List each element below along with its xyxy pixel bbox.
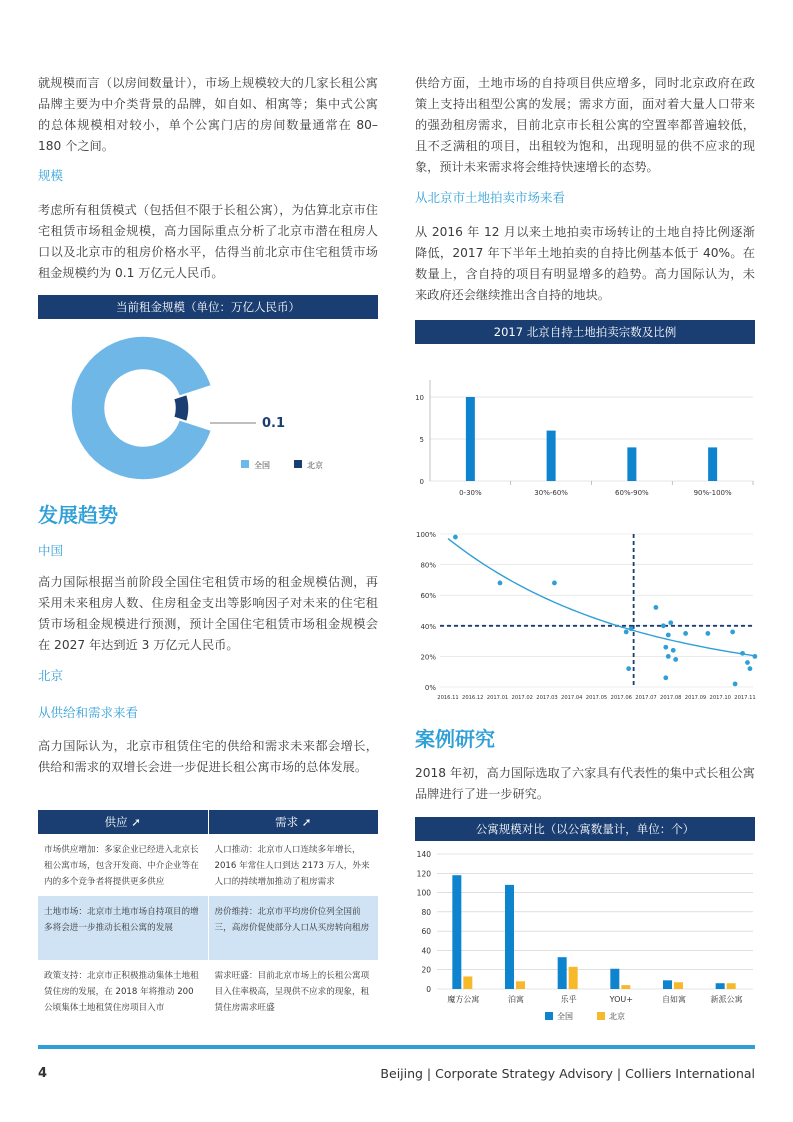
land-auction-bar-chart <box>415 345 755 500</box>
x-tick-label: 乐乎 <box>560 995 577 1004</box>
scatter-point <box>626 666 631 671</box>
supply-paragraph: 供给方面，土地市场的自持项目供应增多，同时北京政府在政策上支持出租型公寓的发展；需求方面，面对着大量人口带来的强劲租房需求，目前北京市长租公寓的空置率都普遍较低，且不乏满租的项目，出租较为饱和，出现明显的供不应求的现象，预计未来需求将会维持快速增长的态势。 <box>415 76 755 174</box>
case-paragraph: 2018 年初，高力国际选取了六家具有代表性的集中式长租公寓品牌进行了进一步研究。 <box>415 766 755 801</box>
land-paragraph: 从 2016 年 12 月以来土地拍卖市场转让的土地自持比例逐渐降低，2017 年下半年土地拍卖的自持比例基本低于 40%。在数量上，含自持的项目有明显增多的趋势。高力国际认为，未来政府还会继续推出含自持的地块。 <box>415 225 755 302</box>
y-tick-label: 0% <box>424 684 436 692</box>
table-row <box>38 960 378 1024</box>
scatter-point <box>671 648 676 653</box>
bar <box>466 397 475 481</box>
bar-national <box>558 957 567 989</box>
y-tick-label: 60% <box>420 592 436 601</box>
scatter-point <box>661 623 666 628</box>
table-cell-demand: 需求旺盛：目前北京市场上的长租公寓项目入住率极高，呈现供不应求的现象，租赁住房需求旺盛 <box>208 960 379 1024</box>
table-header-demand: 需求 ➚ <box>208 810 379 834</box>
bar-beijing <box>674 982 683 989</box>
apartment-scale-bar-chart <box>415 842 760 1027</box>
x-tick-label: 2017.09 <box>684 695 707 701</box>
legend-label: 全国 <box>557 1012 573 1021</box>
trend-heading: 发展趋势 <box>38 503 118 527</box>
x-tick-label: 2017.07 <box>635 695 657 701</box>
scatter-point <box>666 633 671 638</box>
scatter-point <box>552 581 557 586</box>
table-cell-supply: 土地市场：北京市土地市场自持项目的增多将会进一步推动长租公寓的发展 <box>44 907 199 933</box>
pie-slice-beijing <box>174 394 189 421</box>
legend-label: 北京 <box>609 1012 625 1021</box>
rent-scale-pie-chart <box>38 320 378 485</box>
case-heading: 案例研究 <box>415 727 495 751</box>
y-tick-label: 0 <box>419 478 424 486</box>
scatter-point <box>673 657 678 662</box>
x-tick-label: 2017.08 <box>660 695 682 701</box>
y-tick-label: 100 <box>416 888 431 898</box>
bar-national <box>663 980 672 989</box>
scatter-point <box>663 645 668 650</box>
scatter-point <box>753 654 758 659</box>
x-tick-label: 90%-100% <box>693 489 732 497</box>
y-tick-label: 120 <box>416 869 431 879</box>
y-tick-label: 20 <box>421 965 431 975</box>
scatter-point <box>624 630 629 635</box>
scale-heading: 规模 <box>38 168 64 183</box>
scatter-point <box>668 620 673 625</box>
land-heading: 从北京市土地拍卖市场来看 <box>415 190 566 205</box>
bar-national <box>610 969 619 989</box>
scatter-point <box>730 630 735 635</box>
pie-value-label: 0.1 <box>262 416 286 431</box>
land-chart-title: 2017 北京自持土地拍卖宗数及比例 <box>415 320 755 344</box>
table-cell-supply: 政策支持：北京市正积极推动集体土地租赁住房的发展，在 2018 年将推动 200 公顷集体土地租赁住房项目入市 <box>44 971 199 1013</box>
x-tick-label: 2017.02 <box>511 695 533 701</box>
y-tick-label: 80 <box>421 907 431 917</box>
beijing-heading: 北京 <box>38 668 64 683</box>
table-cell-demand: 房价维持：北京市平均房价位列全国前三，高房价促使部分人口从买房转向租房 <box>208 896 379 960</box>
legend-label-beijing: 北京 <box>307 461 323 470</box>
x-tick-label: 0-30% <box>459 489 482 497</box>
supply-demand-table <box>38 810 378 1024</box>
page-number: 4 <box>38 1066 48 1081</box>
arrow-up-icon: ➚ <box>301 815 312 829</box>
bar-national <box>505 885 514 989</box>
footer-rule <box>38 1045 755 1049</box>
x-tick-label: 魔方公寓 <box>447 995 480 1004</box>
y-tick-label: 5 <box>419 436 424 444</box>
china-heading: 中国 <box>38 543 64 558</box>
legend-swatch <box>545 1012 553 1020</box>
x-tick-label: YOU+ <box>609 995 633 1004</box>
bar-beijing <box>516 981 525 989</box>
legend-swatch-national <box>241 460 249 468</box>
x-tick-label: 新派公寓 <box>710 995 743 1004</box>
x-tick-label: 自如寓 <box>662 995 686 1004</box>
bar <box>708 447 717 481</box>
scatter-point <box>666 654 671 659</box>
supply-demand-paragraph: 高力国际认为，北京市租赁住宅的供给和需求未来都会增长，供给和需求的双增长会进一步促进长租公寓市场的总体发展。 <box>38 739 378 774</box>
scatter-point <box>705 631 710 636</box>
apartment-chart-title: 公寓规模对比（以公寓数量计，单位：个） <box>415 817 755 841</box>
scatter-point <box>683 631 688 636</box>
scatter-point <box>733 682 738 687</box>
x-tick-label: 2017.10 <box>709 695 731 701</box>
pie-slice-national <box>71 336 211 480</box>
intro-paragraph: 就规模而言（以房间数量计），市场上规模较大的几家长租公寓品牌主要为中介类背景的品牌，如自如、相寓等；集中式公寓的总体规模相对较小，单个公寓门店的房间数量通常在 80–180 个之间。 <box>38 76 378 153</box>
scatter-point <box>740 651 745 656</box>
bar-beijing <box>621 985 630 989</box>
bar-national <box>452 875 461 989</box>
bar-national <box>716 983 725 989</box>
legend-swatch <box>597 1012 605 1020</box>
retention-ratio-scatter-chart <box>415 522 760 707</box>
table-header-supply: 供应 ➚ <box>38 810 208 834</box>
scatter-point <box>498 581 503 586</box>
y-tick-label: 20% <box>420 653 436 662</box>
x-tick-label: 2017.05 <box>585 695 608 701</box>
y-tick-label: 140 <box>416 850 431 859</box>
y-tick-label: 10 <box>415 394 424 402</box>
x-tick-label: 30%-60% <box>534 489 568 497</box>
legend-swatch-beijing <box>294 460 302 468</box>
china-paragraph: 高力国际根据当前阶段全国住宅租赁市场的租金规模估测，再采用未来租房人数、住房租金支出等影响因子对未来的住宅租赁市场租金规模进行预测，预计全国住宅租赁市场租金规模会在 2027 年达到近 3 万亿元人民币。 <box>38 575 378 652</box>
scatter-point <box>629 626 634 631</box>
trend-line <box>448 539 755 656</box>
y-tick-label: 0 <box>426 985 431 994</box>
bar <box>547 431 556 481</box>
supply-demand-heading: 从供给和需求来看 <box>38 705 139 720</box>
y-tick-label: 100% <box>415 531 436 539</box>
scatter-point <box>654 605 659 610</box>
bar-beijing <box>463 976 472 989</box>
x-tick-label: 2016.12 <box>462 695 484 701</box>
table-row <box>38 834 378 896</box>
table-row <box>38 896 378 960</box>
y-tick-label: 40% <box>420 622 436 631</box>
table-cell-supply: 市场供应增加：多家企业已经进入北京长租公寓市场，包含开发商、中介企业等在内的多个竞争者将提供更多供应 <box>44 845 199 887</box>
x-tick-label: 2017.04 <box>561 695 583 701</box>
scatter-point <box>453 535 458 540</box>
x-tick-label: 2017.11 <box>734 695 756 701</box>
scatter-point <box>748 666 753 671</box>
scatter-point <box>663 675 668 680</box>
footer-text: Beijing | Corporate Strategy Advisory | Colliers International <box>380 1066 755 1081</box>
scale-paragraph: 考虑所有租赁模式（包括但不限于长租公寓），为估算北京市住宅租赁市场租金规模，高力国际重点分析了北京市潜在租房人口以及北京市的租房价格水平，估得当前北京市住宅租赁市场租金规模约为 0.1 万亿元人民币。 <box>38 203 378 280</box>
y-tick-label: 40 <box>421 946 431 956</box>
x-tick-label: 2017.03 <box>536 695 558 701</box>
x-tick-label: 2016.11 <box>437 695 459 701</box>
bar-beijing <box>727 983 736 989</box>
scatter-point <box>745 660 750 665</box>
table-cell-demand: 人口推动：北京市人口连续多年增长，2016 年常住人口到达 2173 万人，外来人口的持续增加推动了租房需求 <box>208 834 379 896</box>
x-tick-label: 泊寓 <box>508 995 524 1004</box>
legend-label-national: 全国 <box>254 461 270 470</box>
bar <box>627 447 636 481</box>
bar-beijing <box>569 967 578 989</box>
arrow-up-icon: ➚ <box>131 815 141 829</box>
y-tick-label: 60 <box>421 927 431 937</box>
x-tick-label: 2017.06 <box>610 695 632 701</box>
x-tick-label: 2017.01 <box>486 695 509 701</box>
rent-scale-chart-title: 当前租金规模（单位：万亿人民币） <box>38 295 378 319</box>
y-tick-label: 80% <box>420 561 436 570</box>
x-tick-label: 60%-90% <box>615 489 649 497</box>
